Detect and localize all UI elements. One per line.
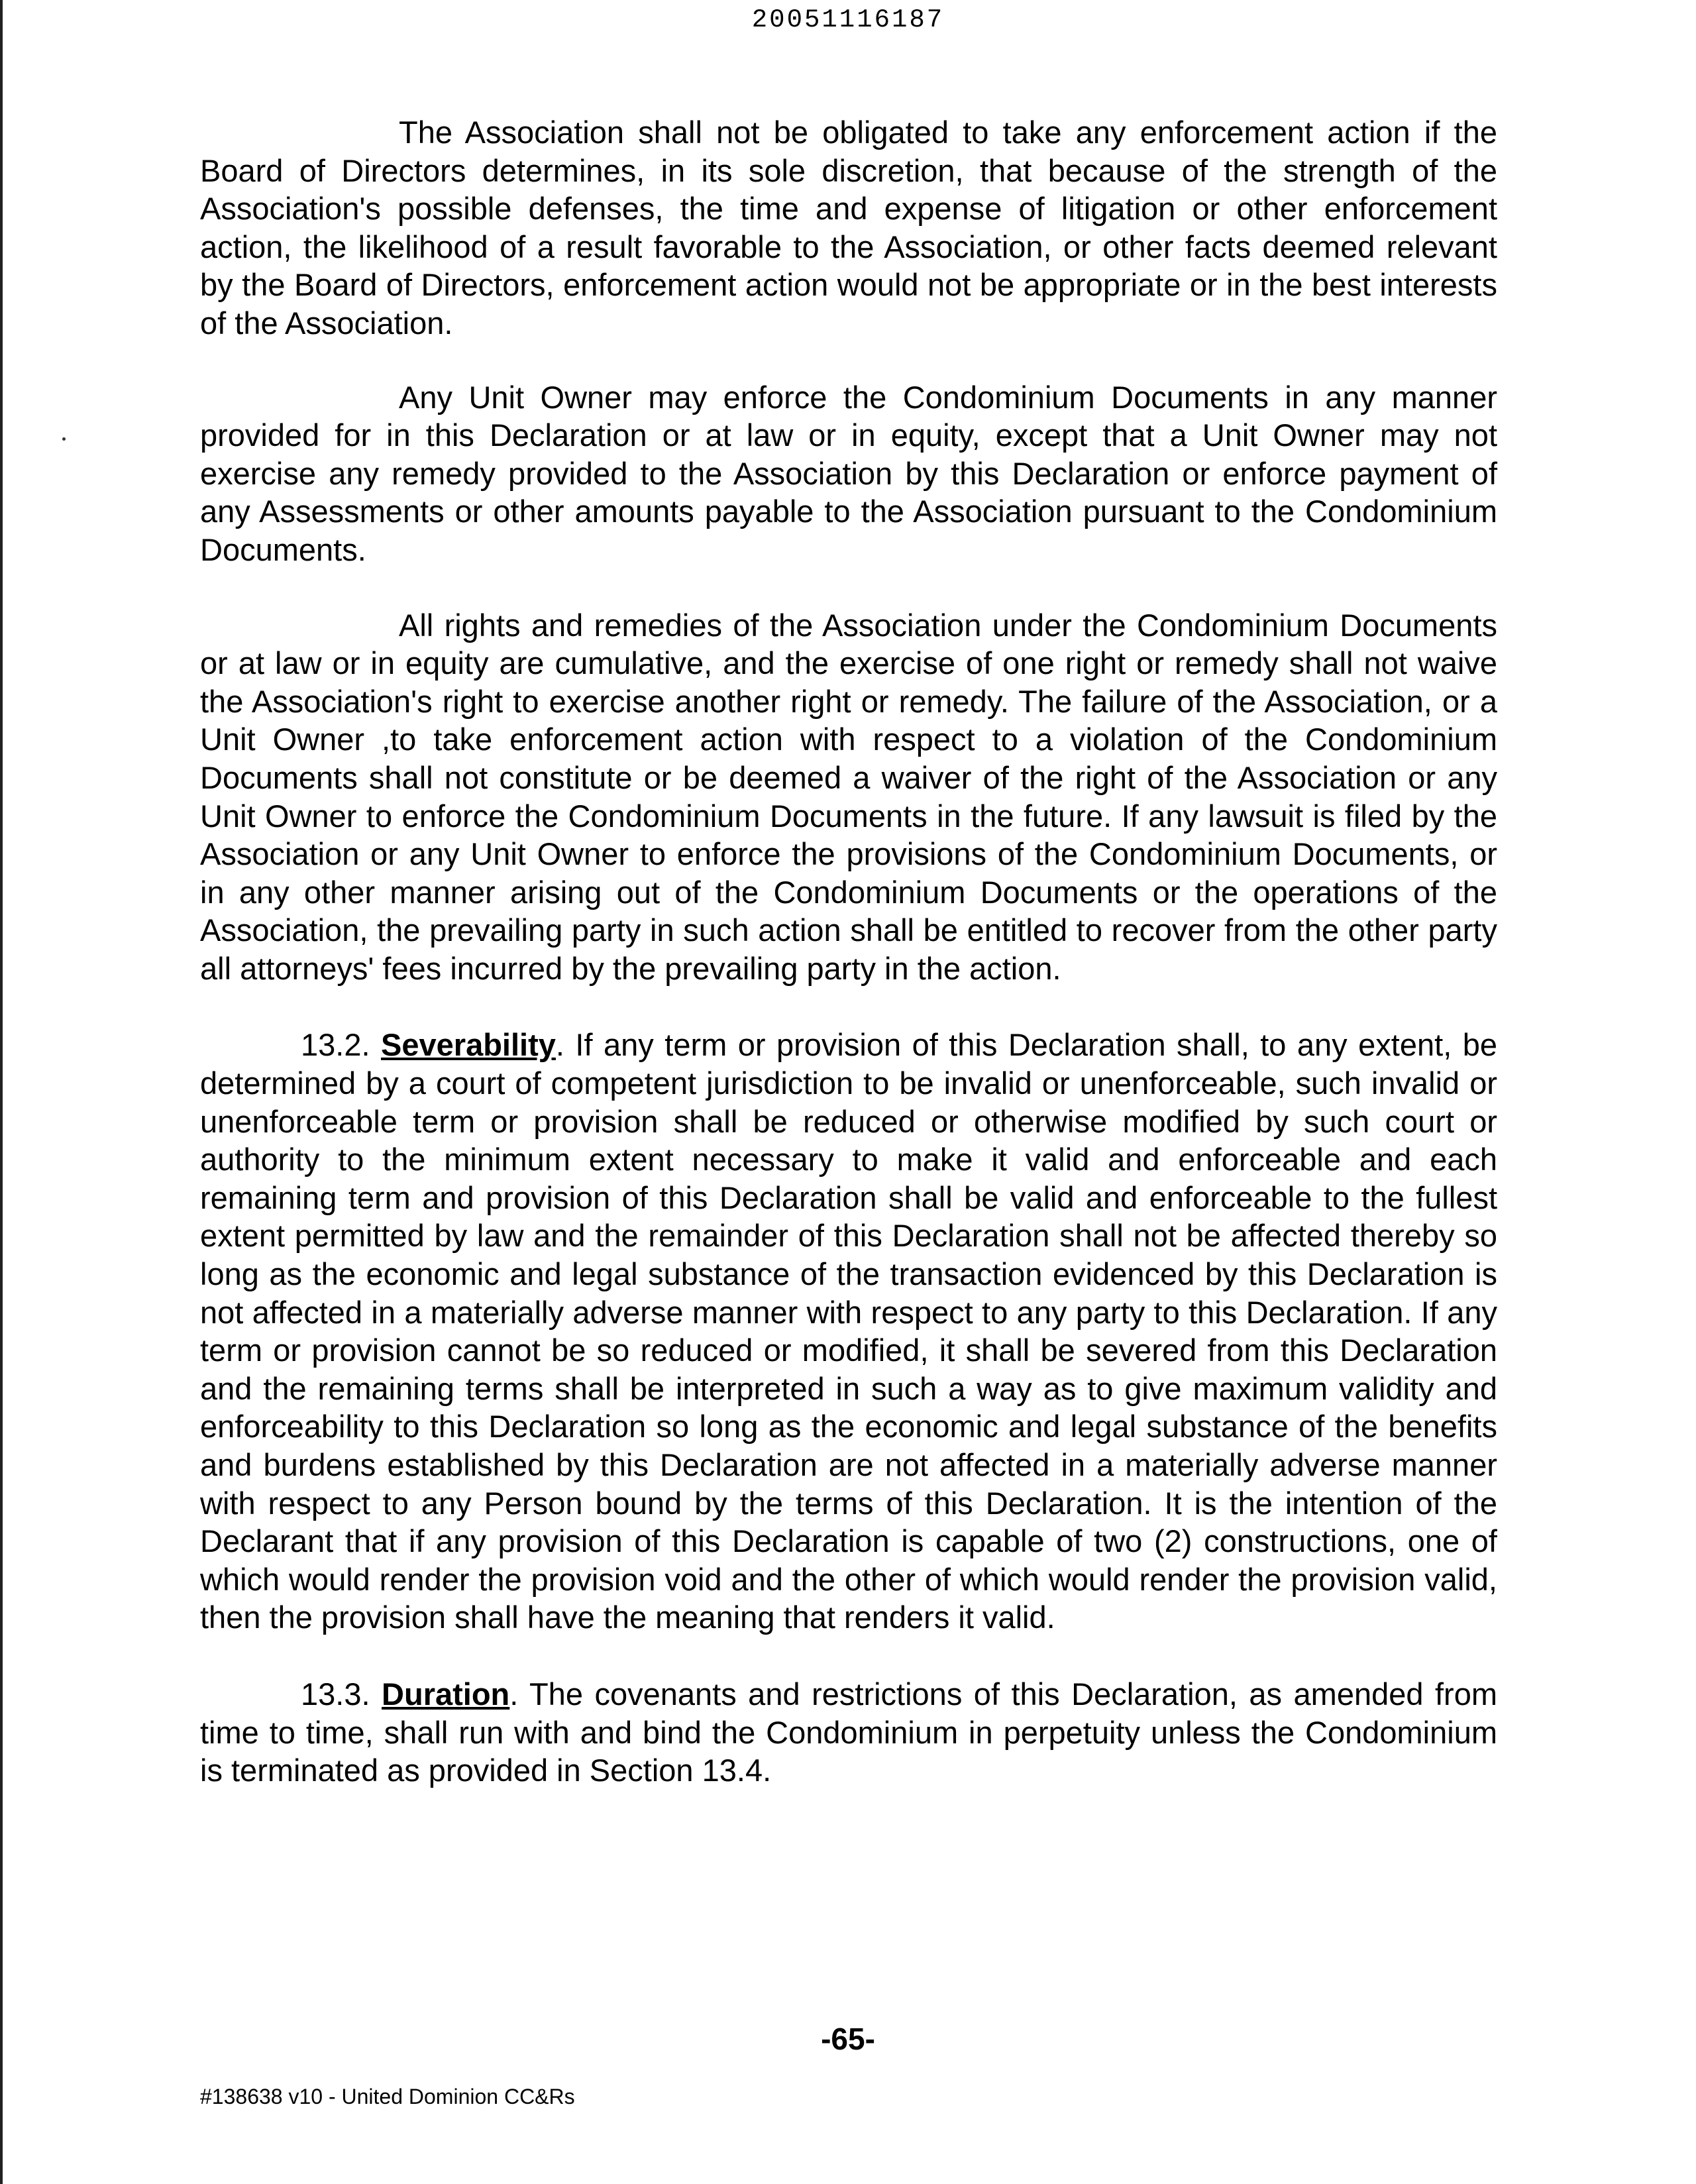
section-heading-duration: Duration [382, 1676, 510, 1712]
section-heading-severability: Severability [381, 1027, 556, 1063]
paragraph-cumulative-remedies: All rights and remedies of the Association under the Condominium Documents or at law or in equity are cumulative, and the exercise of one right or remedy shall not waive the Association's right to exercise another right or remedy. The failure of the Association, or a Unit Owner ,to take enforcement action with respect to a violation of the Condominium Documents shall not constitute or be deemed a waiver of the right of the Association or any Unit Owner to enforce the Condominium Documents in the future. If any lawsuit is filed by the Association or any Unit Owner to enforce the provisions of the Condominium Documents, or in any other manner arising out of the Condominium Documents or the operations of the Association, the prevailing party in such action shall be entitled to recover from the other party all attorneys' fees incurred by the prevailing party in the action. [200, 607, 1497, 986]
scan-speck [62, 437, 66, 441]
page-number: -65- [821, 2022, 875, 2056]
section-number: 13.3. [301, 1676, 370, 1712]
section-text: . If any term or provision of this Declaration shall, to any extent, be determined by a court of competent jurisdiction to be invalid or unenforceable, such invalid or unenforceable term or provision shall be reduced or otherwise modified by such court or authority to the minimum extent necessary to make it valid and enforceable and each remaining term and provision of this Declaration shall be valid and enforceable to the fullest extent permitted by law and the remainder of this Declaration shall not be affected thereby so long as the economic and legal substance of the transaction evidenced by this Declaration is not affected in a materially adverse manner with respect to any party to this Declaration. If any term or provision cannot be so reduced or modified, it shall be severed from this Declaration and the remaining terms shall be interpreted in such a way as to give maximum validity and enforceability to this Declaration so long as the economic and legal substance of the benefits and burdens established by this Declaration are not affected in a materially adverse manner with respect to any Person bound by the terms of this Declaration. It is the intention of the Declarant that if any provision of this Declaration is capable of two (2) constructions, one of which would render the provision void and the other of which would render the provision valid, then the provision shall have the meaning that renders it valid. [200, 1027, 1497, 1635]
section-number: 13.2. [301, 1027, 370, 1063]
document-number: 20051116187 [751, 5, 945, 34]
footer-document-reference: #138638 v10 - United Dominion CC&Rs [200, 2085, 575, 2108]
scan-edge [0, 0, 3, 2184]
document-body [200, 113, 1497, 1790]
section-text: . The covenants and restrictions of this Declaration, as amended from time to time, shall run with and bind the Condominium in perpetuity unless the Condominium is terminated as provided in Section 13.4. [200, 1676, 1498, 1788]
section-severability [200, 1026, 1497, 1637]
paragraph-unit-owner-enforcement: Any Unit Owner may enforce the Condominium Documents in any manner provided for in this Declaration or at law or in equity, except that a Unit Owner may not exercise any remedy provided to the Association by this Declaration or enforce payment of any Assessments or other amounts payable to the Association pursuant to the Condominium Documents. [200, 379, 1497, 567]
paragraph-enforcement-discretion: The Association shall not be obligated to take any enforcement action if the Board of Directors determines, in its sole discretion, that because of the strength of the Association's possible defenses, the time and expense of litigation or other enforcement action, the likelihood of a result favorable to the Association, or other facts deemed relevant by the Board of Directors, enforcement action would not be appropriate or in the best interests of the Association. [200, 115, 1497, 341]
section-duration [200, 1675, 1497, 1790]
